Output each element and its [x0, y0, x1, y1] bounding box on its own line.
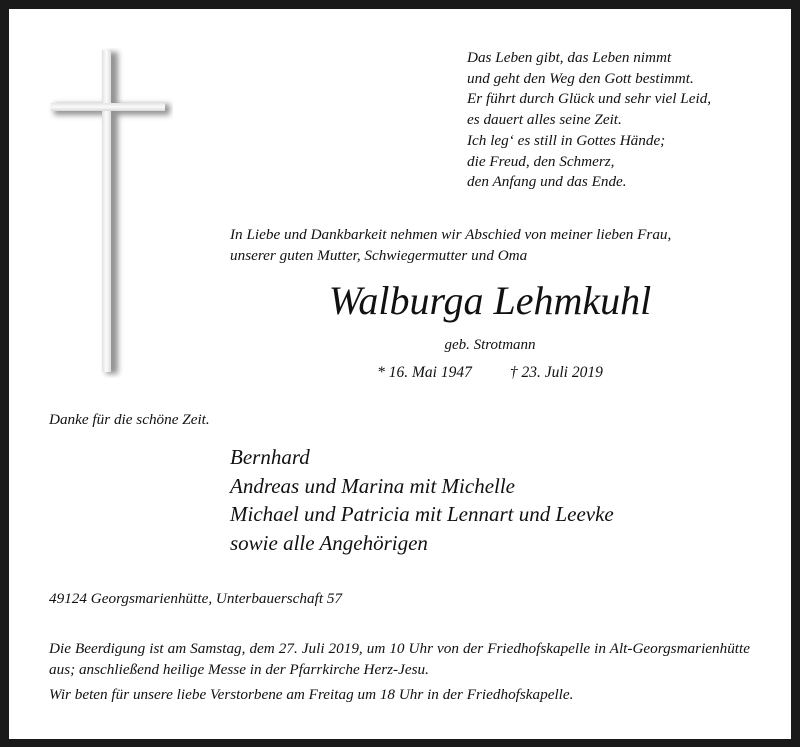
poem-line: Er führt durch Glück und sehr viel Leid,	[467, 90, 712, 108]
address: 49124 Georgsmarienhütte, Unterbauerschaft 57	[49, 590, 343, 607]
funeral-notice: Die Beerdigung ist am Samstag, dem 27. Juli 2019, um 10 Uhr von der Friedhofskapelle in Alt-Georgsmarienhütte aus; anschließend heilige Messe in der Pfarrkirche Herz-Jesu.	[49, 640, 750, 678]
mass-notice: Wir beten für unsere liebe Verstorbene am Freitag um 18 Uhr in der Friedhofskapelle.	[49, 686, 574, 703]
intro-line: unserer guten Mutter, Schwiegermutter und Oma	[230, 246, 528, 264]
birth-name: geb. Strotmann	[444, 337, 536, 353]
poem-line: Ich leg‘ es still in Gottes Hände;	[467, 131, 666, 149]
family-member: Michael und Patricia mit Lennart und Leevke	[230, 502, 614, 526]
family-member: Andreas und Marina mit Michelle	[230, 473, 516, 498]
thanks-note: Danke für die schöne Zeit.	[49, 411, 210, 428]
poem	[467, 48, 777, 193]
life-dates	[230, 363, 750, 383]
family-list	[230, 443, 770, 557]
poem-line: den Anfang und das Ende.	[467, 173, 627, 191]
deceased-name: Walburga Lehmkuhl	[328, 278, 652, 323]
poem-line: und geht den Weg den Gott bestimmt.	[467, 69, 694, 87]
cross-icon	[48, 48, 173, 378]
intro-line: In Liebe und Dankbarkeit nehmen wir Abschied von meiner lieben Frau,	[230, 226, 672, 243]
family-member: Bernhard	[230, 445, 310, 469]
poem-line: die Freud, den Schmerz,	[467, 152, 615, 170]
poem-line: es dauert alles seine Zeit.	[467, 111, 622, 129]
death-date: † 23. Juli 2019	[509, 364, 603, 381]
birth-date: * 16. Mai 1947	[377, 364, 472, 381]
family-member: sowie alle Angehörigen	[230, 530, 428, 555]
intro-text	[230, 225, 790, 266]
poem-line: Das Leben gibt, das Leben nimmt	[467, 49, 672, 66]
